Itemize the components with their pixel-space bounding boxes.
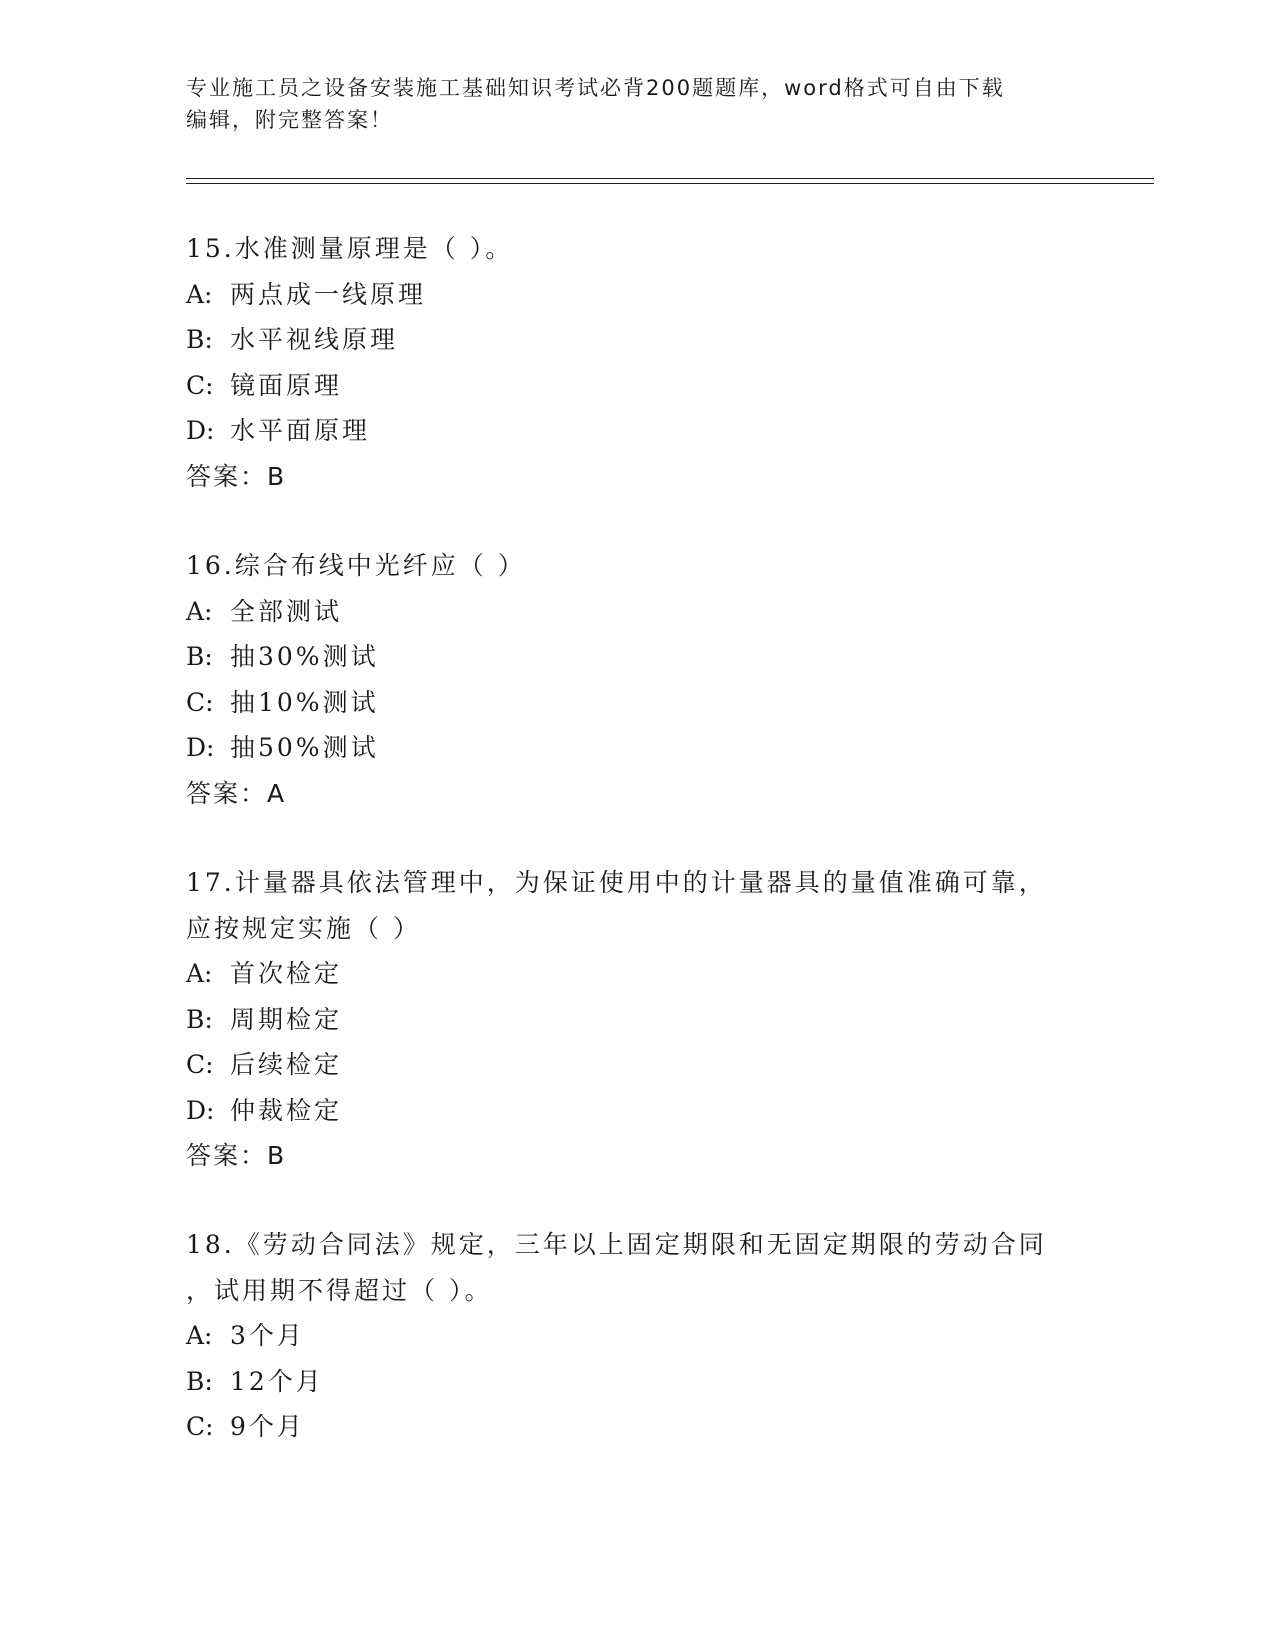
question-stem: 16.综合布线中光纤应（ ） <box>186 551 526 580</box>
option-letter: C: <box>186 1412 214 1441</box>
option-letter: A: <box>186 1321 213 1350</box>
option-b <box>186 317 1086 363</box>
option-a <box>186 951 1086 997</box>
question-16 <box>186 543 1086 816</box>
option-letter: A: <box>186 959 213 988</box>
option-text: 抽30%测试 <box>230 642 379 671</box>
option-a <box>186 1313 1086 1359</box>
option-letter: B: <box>186 1004 213 1034</box>
option-text: 抽10%测试 <box>230 687 379 717</box>
option-text: 镜面原理 <box>230 370 343 400</box>
option-b <box>186 1359 1086 1405</box>
option-letter: C: <box>186 1050 214 1079</box>
header-divider-bottom <box>186 183 1154 184</box>
question-stem-line-2: ，试用期不得超过（ ）。 <box>186 1275 493 1305</box>
option-text: 两点成一线原理 <box>230 279 427 309</box>
option-b <box>186 997 1086 1043</box>
option-c <box>186 1042 1086 1088</box>
option-text: 全部测试 <box>230 596 343 626</box>
option-letter: B: <box>186 325 213 354</box>
option-letter: B: <box>186 642 213 671</box>
option-text: 周期检定 <box>230 1004 343 1034</box>
option-letter: C: <box>186 687 214 717</box>
header-line-1: 专业施工员之设备安装施工基础知识考试必背200题题库，word格式可自由下载 <box>186 76 1005 100</box>
option-letter: A: <box>186 279 213 309</box>
question-stem-line-1: 17.计量器具依法管理中，为保证使用中的计量器具的量值准确可靠， <box>186 868 1047 897</box>
option-text: 水平视线原理 <box>230 325 399 354</box>
question-stem-line-1: 18.《劳动合同法》规定，三年以上固定期限和无固定期限的劳动合同 <box>186 1230 1047 1259</box>
option-d <box>186 408 1086 454</box>
document-header <box>186 72 1086 136</box>
option-a <box>186 272 1086 318</box>
option-text: 3个月 <box>230 1321 305 1350</box>
option-letter: B: <box>186 1366 213 1396</box>
option-text: 首次检定 <box>230 959 343 988</box>
option-letter: D: <box>186 416 215 445</box>
question-stem-line-2: 应按规定实施（ ） <box>186 913 421 943</box>
option-c <box>186 1404 1086 1450</box>
answer-line: 答案：A <box>186 778 287 808</box>
option-letter: C: <box>186 370 214 400</box>
option-a <box>186 589 1086 635</box>
answer-line: 答案：B <box>186 461 287 491</box>
option-text: 后续检定 <box>230 1050 343 1079</box>
option-text: 水平面原理 <box>230 416 371 445</box>
question-17 <box>186 860 1086 1179</box>
option-text: 抽50%测试 <box>230 733 379 762</box>
option-text: 9个月 <box>230 1412 305 1441</box>
option-letter: A: <box>186 596 213 626</box>
answer-line: 答案：B <box>186 1141 287 1170</box>
question-15 <box>186 226 1086 499</box>
option-c <box>186 680 1086 726</box>
option-letter: D: <box>186 733 215 762</box>
option-letter: D: <box>186 1095 215 1125</box>
header-divider-top <box>186 178 1154 179</box>
question-stem: 15.水准测量原理是（ ）。 <box>186 234 514 263</box>
option-c <box>186 363 1086 409</box>
option-text: 仲裁检定 <box>230 1095 343 1125</box>
header-line-2: 编辑，附完整答案！ <box>186 108 393 132</box>
option-text: 12个月 <box>230 1366 324 1396</box>
option-b <box>186 634 1086 680</box>
question-18 <box>186 1222 1086 1450</box>
option-d <box>186 1088 1086 1134</box>
option-d <box>186 725 1086 771</box>
